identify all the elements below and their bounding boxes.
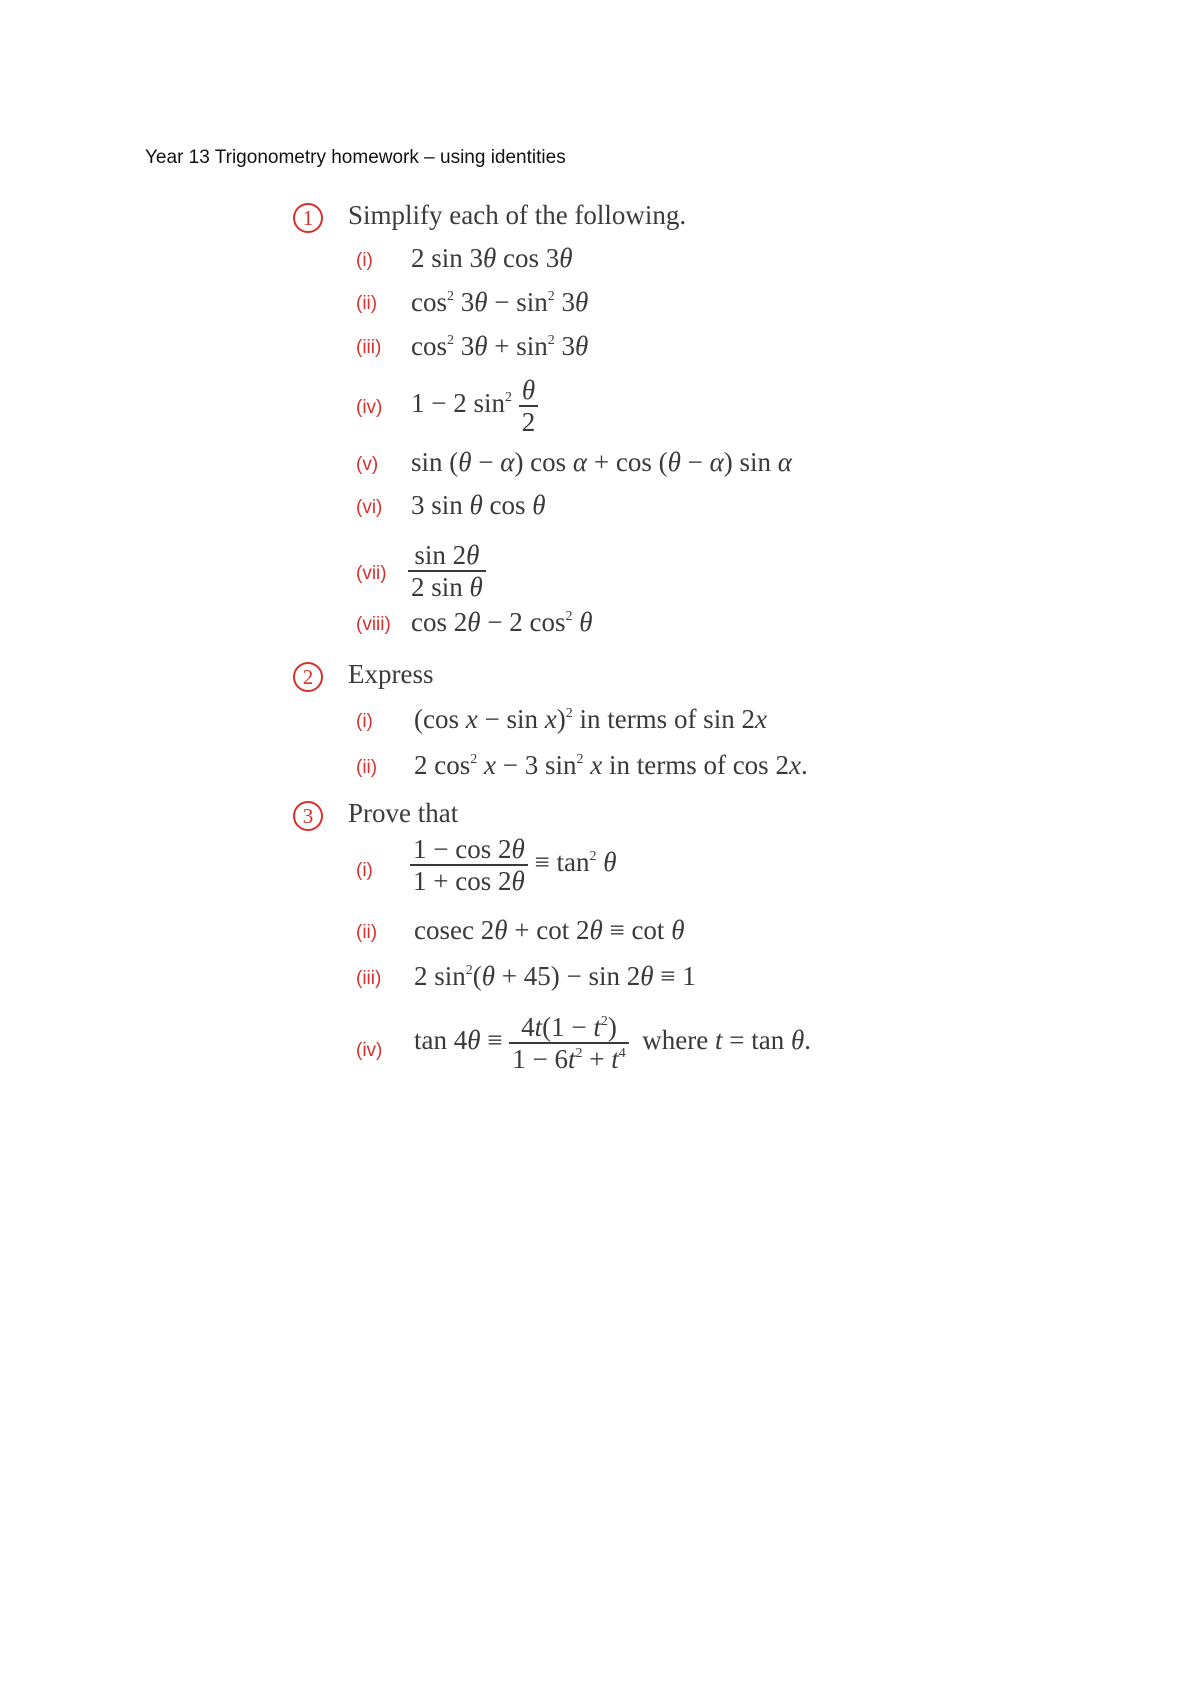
- q2-expression-i: (cos x − sin x)$^2$ in terms of sin 2x: [414, 704, 767, 734]
- q3-label-iii: (iii): [356, 968, 382, 989]
- q2-expression-ii: 2 $\cos^2 x - 3$ $\sin^2 x$ in terms of cos 2x.: [414, 750, 808, 780]
- q1-label-i: (i): [356, 250, 373, 271]
- q1-label-v: (v): [356, 454, 379, 475]
- q3-expression-ii: cosec 2θ + cot 2θ ≡ cot θ: [414, 915, 685, 945]
- q1-expression-ii: $\cos^2 3\theta - \sin^2 3\theta$: [411, 287, 589, 317]
- page-title: Year 13 Trigonometry homework – using identities: [145, 147, 566, 168]
- q1-expression-i: 2 sin 3θ cos 3θ: [411, 243, 573, 273]
- question-2-title: Express: [348, 659, 434, 689]
- q3-expression-iv: tan 4θ ≡ $\frac{4t(1 - t^2)}{1 - 6t^2 + t^4}$ where t = tan θ.: [414, 1012, 811, 1074]
- q2-label-ii: (ii): [356, 757, 378, 778]
- q1-expression-vi: 3 sin θ cos θ: [411, 490, 546, 520]
- question-1-title: Simplify each of the following.: [348, 200, 687, 230]
- q1-label-vii: (vii): [356, 563, 387, 584]
- question-3-title: Prove that: [348, 798, 459, 828]
- q2-label-i: (i): [356, 711, 373, 732]
- question-2-number: 2: [293, 662, 323, 692]
- q3-expression-iii: 2 $\sin^2(\theta + 45) - \sin 2\theta \equiv 1$: [414, 961, 696, 991]
- q1-label-iv: (iv): [356, 397, 383, 418]
- q1-expression-viii: cos 2θ − 2 $\cos^2 \theta$: [411, 607, 593, 637]
- q3-expression-i: $\frac{1 - \cos 2\theta}{1 + \cos 2\theta}$ ≡ $\tan^2 \theta$: [410, 834, 616, 896]
- q1-label-viii: (viii): [356, 614, 391, 635]
- q1-expression-iii: $\cos^2 3\theta + \sin^2 3\theta$: [411, 331, 589, 361]
- q1-expression-v: sin (θ − α) cos α + cos (θ − α) sin α: [411, 447, 792, 477]
- q3-label-i: (i): [356, 860, 373, 881]
- q1-expression-iv: 1 − 2 $\sin^2$ $\frac{\theta}{2}$: [411, 375, 538, 437]
- question-1-number: 1: [293, 203, 323, 233]
- q1-expression-vii: $\frac{\sin 2\theta}{\text{2 sin θ}}$: [408, 540, 486, 602]
- q1-label-iii: (iii): [356, 337, 382, 358]
- q1-label-vi: (vi): [356, 497, 383, 518]
- q3-label-iv: (iv): [356, 1040, 383, 1061]
- q3-label-ii: (ii): [356, 922, 378, 943]
- q1-label-ii: (ii): [356, 293, 378, 314]
- question-3-number: 3: [293, 801, 323, 831]
